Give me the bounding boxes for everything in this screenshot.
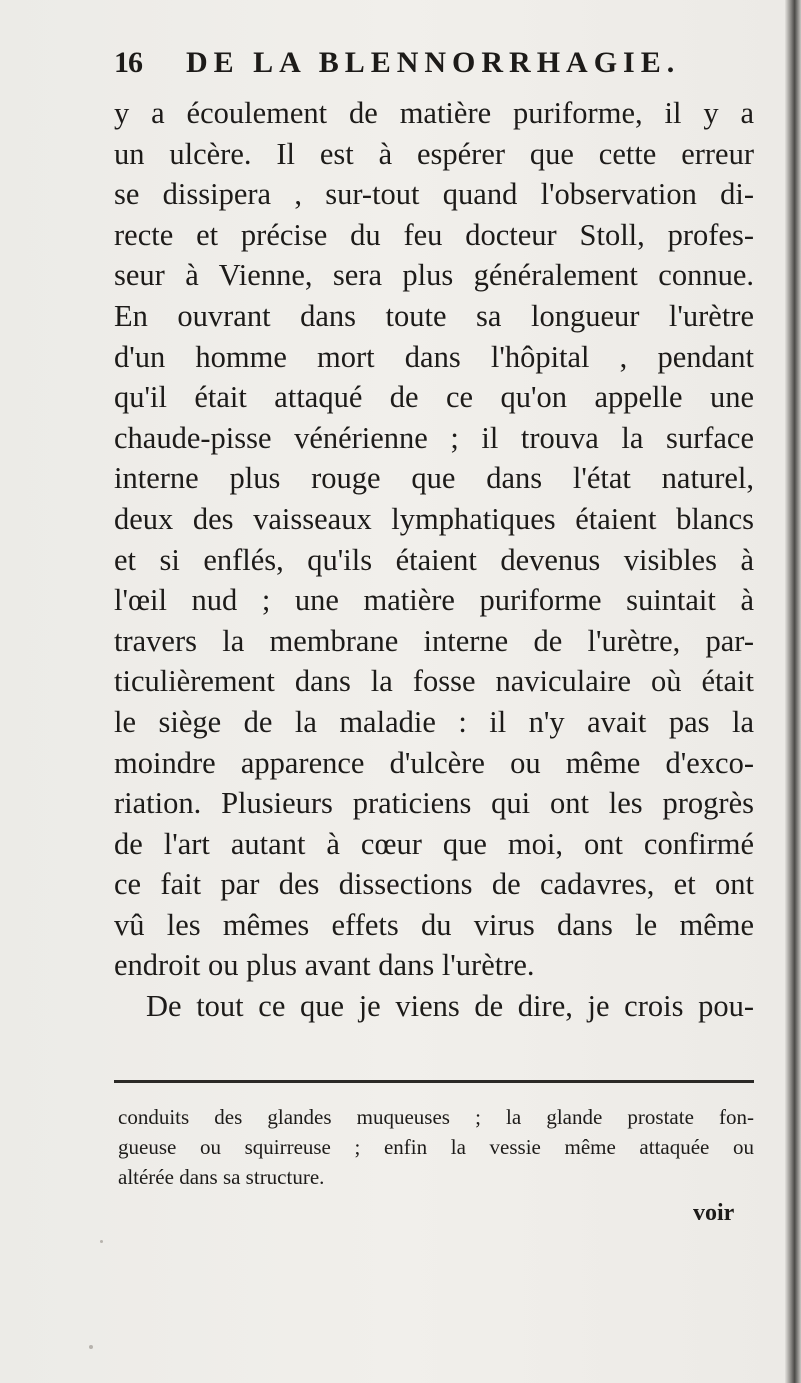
page-number: 16 — [114, 46, 142, 79]
body-line: qu'il était attaqué de ce qu'on appelle une — [114, 380, 754, 415]
paper-speck — [89, 1345, 93, 1349]
body-line: ticulièrement dans la fosse naviculaire où était — [114, 664, 754, 699]
body-line: De tout ce que je viens de dire, je crois pou- — [146, 989, 754, 1024]
body-line: l'œil nud ; une matière puriforme suintait à — [114, 583, 754, 618]
body-line: seur à Vienne, sera plus généralement connue. — [114, 258, 754, 293]
catchword: voir — [693, 1200, 735, 1226]
footnote-line: altérée dans sa structure. — [118, 1165, 325, 1189]
body-text — [114, 93, 754, 1027]
running-head-title: DE LA BLENNORRHAGIE. — [186, 46, 681, 79]
body-line: chaude-pisse vénérienne ; il trouva la surface — [114, 420, 754, 455]
body-line: deux des vaisseaux lymphatiques étaient blancs — [114, 501, 754, 536]
body-line: et si enflés, qu'ils étaient devenus visibles à — [114, 542, 754, 577]
footnote-rule — [114, 1080, 754, 1083]
body-line: un ulcère. Il est à espérer que cette erreur — [114, 136, 754, 171]
body-line: se dissipera , sur-tout quand l'observation di- — [114, 177, 754, 212]
page-edge-shadow — [785, 0, 801, 1383]
footnote — [118, 1102, 754, 1192]
footnote-line: conduits des glandes muqueuses ; la glande prostate fon- — [118, 1105, 754, 1129]
body-line: d'un homme mort dans l'hôpital , pendant — [114, 339, 754, 374]
body-line: recte et précise du feu docteur Stoll, profes- — [114, 217, 754, 252]
paper-speck — [100, 1240, 103, 1243]
running-head — [114, 44, 754, 88]
body-line: travers la membrane interne de l'urètre, par- — [114, 623, 754, 658]
body-line: de l'art autant à cœur que moi, ont confirmé — [114, 826, 754, 861]
body-line: endroit ou plus avant dans l'urètre. — [114, 948, 535, 983]
body-line: le siège de la maladie : il n'y avait pas la — [114, 704, 754, 739]
body-line: ce fait par des dissections de cadavres, et ont — [114, 867, 754, 902]
body-line: y a écoulement de matière puriforme, il y a — [114, 96, 754, 130]
body-line: riation. Plusieurs praticiens qui ont les progrès — [114, 786, 754, 821]
footnote-line: gueuse ou squirreuse ; enfin la vessie même attaquée ou — [118, 1135, 754, 1159]
body-line: moindre apparence d'ulcère ou même d'exco- — [114, 745, 754, 780]
body-line: vû les mêmes effets du virus dans le même — [114, 907, 754, 942]
body-line: interne plus rouge que dans l'état naturel, — [114, 461, 754, 496]
body-line: En ouvrant dans toute sa longueur l'urètre — [114, 298, 754, 333]
